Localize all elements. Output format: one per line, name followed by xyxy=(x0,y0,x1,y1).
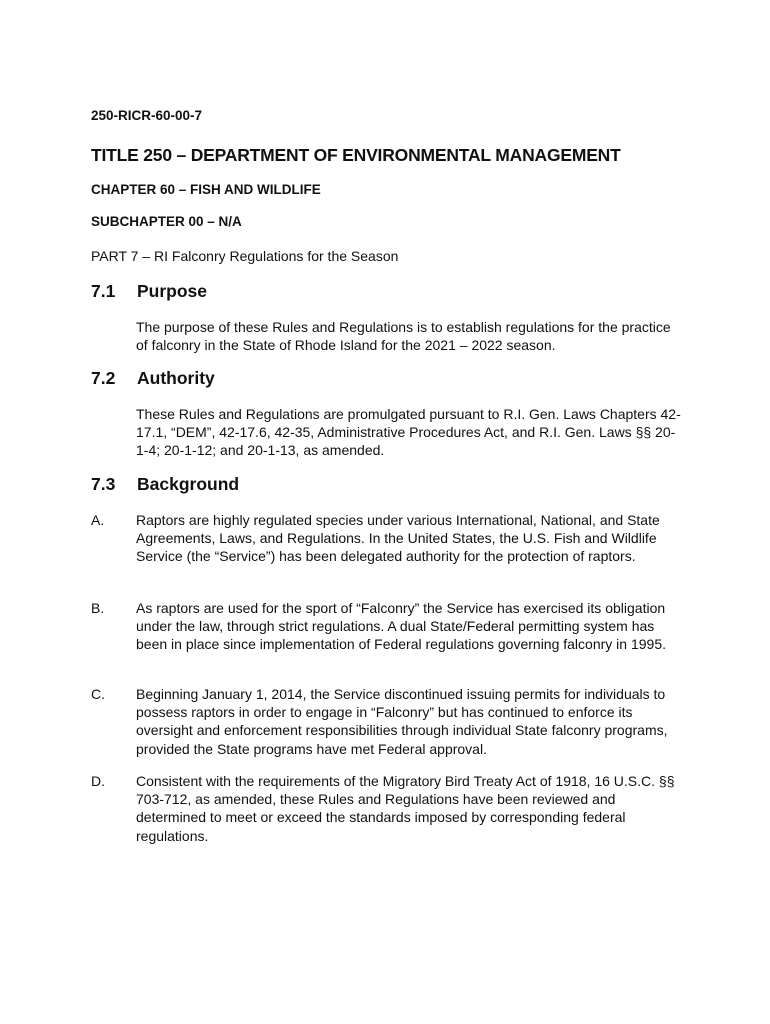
rule-id: 250-RICR-60-00-7 xyxy=(91,108,203,123)
section-heading-authority xyxy=(91,368,215,389)
list-item-text: Beginning January 1, 2014, the Service discontinued issuing permits for individuals to possess raptors in order to engage in “Falconry” but has continued to enforce its oversight and enforcement responsibilities through individual State falconry programs, provided the State programs have met Federal approval. xyxy=(136,686,668,757)
part-heading: PART 7 – RI Falconry Regulations for the Season xyxy=(91,248,399,264)
list-item-label: B. xyxy=(91,600,105,616)
section-title: Background xyxy=(137,474,240,494)
subchapter-heading: SUBCHAPTER 00 – N/A xyxy=(91,214,242,229)
list-item-text: Raptors are highly regulated species under various International, National, and State Agreements, Laws, and Regulations. In the United States, the U.S. Fish and Wildlife Service (the “Service”) has been delegated authority for the protection of raptors. xyxy=(136,512,660,565)
section-number: 7.2 xyxy=(91,368,116,388)
authority-paragraph: These Rules and Regulations are promulgated pursuant to R.I. Gen. Laws Chapters 42-17.1, “DEM”, 42-17.6, 42-35, Administrative Procedures Act, and R.I. Gen. Laws §§ 20-1-4; 20-1-12; and 20-1-13, as amended. xyxy=(136,406,681,459)
section-title: Purpose xyxy=(137,281,208,301)
section-number: 7.1 xyxy=(91,281,116,301)
list-item-label: D. xyxy=(91,773,105,789)
list-item-text: Consistent with the requirements of the Migratory Bird Treaty Act of 1918, 16 U.S.C. §§ 703-712, as amended, these Rules and Regulations have been reviewed and determined to meet or exceed the standards imposed by corresponding federal regulations. xyxy=(136,773,675,844)
section-title: Authority xyxy=(137,368,215,388)
purpose-paragraph: The purpose of these Rules and Regulations is to establish regulations for the practice of falconry in the State of Rhode Island for the 2021 – 2022 season. xyxy=(136,319,671,354)
section-heading-background xyxy=(91,474,239,495)
list-item-label: C. xyxy=(91,686,105,702)
list-item-text: As raptors are used for the sport of “Falconry” the Service has exercised its obligation under the law, through strict regulations. A dual State/Federal permitting system has been in place since implementation of Federal regulations governing falconry in 1995. xyxy=(136,600,666,653)
document-title: TITLE 250 – DEPARTMENT OF ENVIRONMENTAL MANAGEMENT xyxy=(91,145,621,165)
section-number: 7.3 xyxy=(91,474,116,494)
list-item-label: A. xyxy=(91,512,105,528)
section-heading-purpose xyxy=(91,281,207,302)
chapter-heading: CHAPTER 60 – FISH AND WILDLIFE xyxy=(91,182,321,197)
